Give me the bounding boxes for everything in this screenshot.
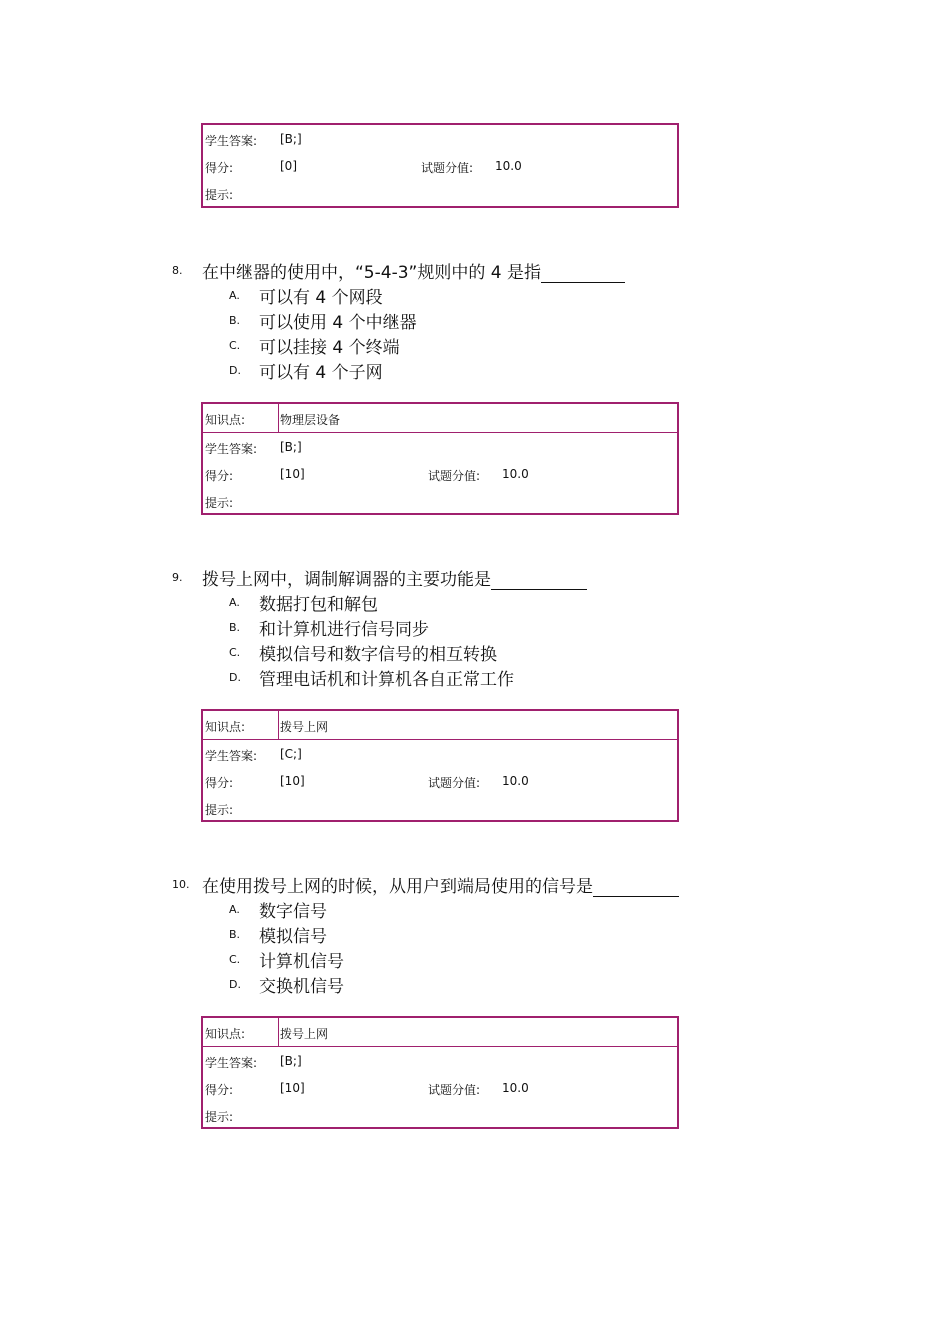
answer-row [203, 740, 677, 767]
student-answer: [B;] [280, 132, 302, 146]
question-10 [172, 872, 679, 897]
option-b [229, 308, 417, 333]
hint-label: 提示: [205, 1110, 234, 1124]
hint-label: 提示: [205, 803, 234, 817]
option-text: 数字信号 [259, 902, 327, 922]
answer-row [203, 433, 677, 460]
option-b [229, 615, 429, 640]
question-number: 10. [172, 878, 190, 891]
option-c [229, 333, 400, 358]
score-value: [0] [280, 159, 297, 173]
answer-label: 学生答案: [205, 134, 258, 148]
score-value: [10] [280, 1081, 305, 1095]
option-d [229, 972, 344, 997]
hint-row [203, 179, 677, 206]
option-text: 模拟信号 [259, 927, 327, 947]
question-stem: 拨号上网中，调制解调器的主要功能是 [202, 570, 491, 590]
q9-result-box [201, 709, 679, 822]
option-a [229, 283, 383, 308]
answer-row [203, 125, 677, 152]
score-row [203, 1074, 677, 1101]
option-text: 可以有 4 个子网 [259, 363, 383, 383]
option-letter: C. [229, 339, 241, 352]
question-stem: 在使用拨号上网的时候，从用户到端局使用的信号是 [202, 877, 593, 897]
question-number: 9. [172, 571, 183, 584]
option-text: 计算机信号 [259, 952, 344, 972]
option-letter: D. [229, 364, 241, 377]
knowledge-label: 知识点: [205, 413, 246, 427]
q8-result-box [201, 402, 679, 515]
score-value: [10] [280, 467, 305, 481]
student-answer: [B;] [280, 440, 302, 454]
option-c [229, 640, 497, 665]
option-text: 模拟信号和数字信号的相互转换 [259, 645, 497, 665]
hint-row [203, 794, 677, 821]
answer-blank [593, 880, 679, 897]
knowledge-value: 物理层设备 [280, 413, 341, 427]
score-label: 得分: [205, 469, 234, 483]
option-letter: A. [229, 903, 240, 916]
option-letter: D. [229, 978, 241, 991]
question-8 [172, 258, 625, 283]
knowledge-row [203, 404, 677, 433]
full-score-value: 10.0 [502, 1081, 529, 1095]
hint-label: 提示: [205, 496, 234, 510]
option-letter: A. [229, 596, 240, 609]
full-score-value: 10.0 [502, 467, 529, 481]
score-label: 得分: [205, 776, 234, 790]
answer-row [203, 1047, 677, 1074]
option-letter: B. [229, 621, 241, 634]
option-text: 数据打包和解包 [259, 595, 378, 615]
q10-result-box [201, 1016, 679, 1129]
student-answer: [C;] [280, 747, 302, 761]
option-a [229, 897, 327, 922]
knowledge-row [203, 711, 677, 740]
option-text: 管理电话机和计算机各自正常工作 [259, 670, 514, 690]
option-b [229, 922, 327, 947]
column-divider [278, 711, 279, 739]
option-text: 可以有 4 个网段 [259, 288, 383, 308]
full-score-value: 10.0 [495, 159, 522, 173]
score-row [203, 767, 677, 794]
full-score-label: 试题分值: [428, 1083, 481, 1097]
option-text: 交换机信号 [259, 977, 344, 997]
option-text: 可以使用 4 个中继器 [259, 313, 417, 333]
q7-result-box [201, 123, 679, 208]
score-label: 得分: [205, 1083, 234, 1097]
full-score-value: 10.0 [502, 774, 529, 788]
knowledge-value: 拨号上网 [280, 1027, 329, 1041]
option-d [229, 665, 514, 690]
answer-label: 学生答案: [205, 442, 258, 456]
option-letter: C. [229, 646, 241, 659]
full-score-label: 试题分值: [428, 776, 481, 790]
option-text: 可以挂接 4 个终端 [259, 338, 400, 358]
answer-label: 学生答案: [205, 749, 258, 763]
option-d [229, 358, 383, 383]
option-c [229, 947, 344, 972]
answer-blank [541, 266, 625, 283]
option-letter: D. [229, 671, 241, 684]
full-score-label: 试题分值: [421, 161, 474, 175]
question-9 [172, 565, 587, 590]
option-letter: A. [229, 289, 240, 302]
option-letter: B. [229, 314, 241, 327]
column-divider [278, 404, 279, 432]
option-letter: B. [229, 928, 241, 941]
student-answer: [B;] [280, 1054, 302, 1068]
hint-label: 提示: [205, 188, 234, 202]
score-label: 得分: [205, 161, 234, 175]
hint-row [203, 487, 677, 514]
score-value: [10] [280, 774, 305, 788]
knowledge-value: 拨号上网 [280, 720, 329, 734]
hint-row [203, 1101, 677, 1128]
knowledge-label: 知识点: [205, 720, 246, 734]
score-row [203, 152, 677, 179]
question-stem: 在中继器的使用中，“5-4-3”规则中的 4 是指 [202, 263, 541, 283]
answer-label: 学生答案: [205, 1056, 258, 1070]
full-score-label: 试题分值: [428, 469, 481, 483]
answer-blank [491, 573, 587, 590]
option-text: 和计算机进行信号同步 [259, 620, 429, 640]
score-row [203, 460, 677, 487]
knowledge-label: 知识点: [205, 1027, 246, 1041]
knowledge-row [203, 1018, 677, 1047]
question-number: 8. [172, 264, 183, 277]
column-divider [278, 1018, 279, 1046]
option-letter: C. [229, 953, 241, 966]
option-a [229, 590, 378, 615]
